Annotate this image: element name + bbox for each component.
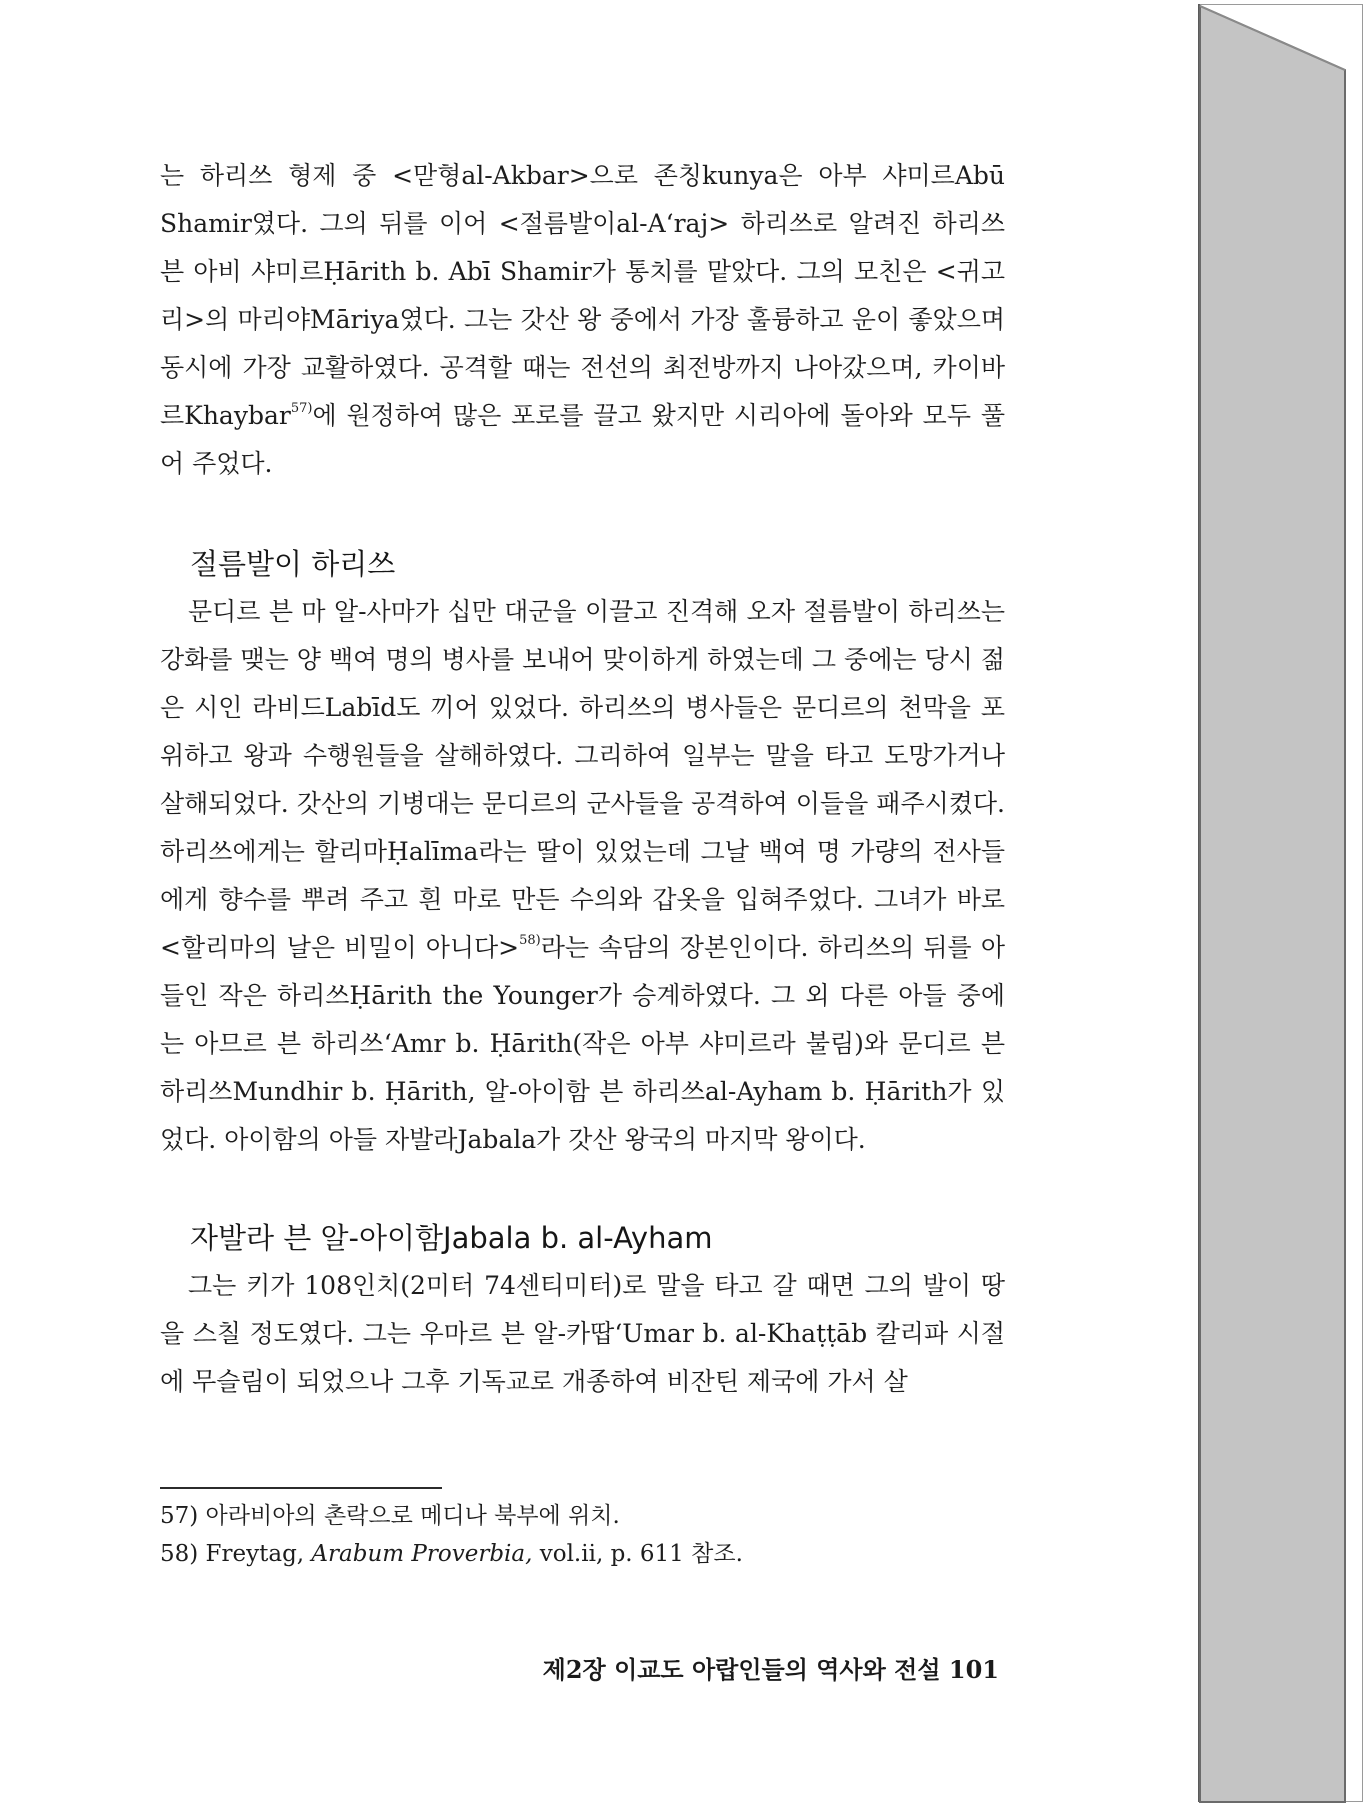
page-number: 101: [948, 1655, 999, 1684]
footnote-text: 58) Freytag,: [160, 1541, 312, 1567]
footnote-marker-58[interactable]: 58): [519, 932, 541, 948]
footnote-58: [160, 1535, 1005, 1573]
footnote-marker-57[interactable]: 57): [290, 400, 313, 416]
footnote-title: Arabum Proverbia,: [311, 1541, 533, 1567]
footnote-text: vol.ii, p. 611 참조.: [532, 1541, 743, 1567]
footnote-divider: [160, 1487, 442, 1489]
paragraph-continued: [160, 152, 1005, 488]
paragraph-text: 라는 속담의 장본인이다. 하리쓰의 뒤를 아들인 작은 하리쓰Ḥārith the Younger가 승계하였다. 그 외 다른 아들 중에는 아므르 븐 하리쓰‘Amr b. Ḥārith(작은 아부 샤미르라 불림)와 문디르 븐 하리쓰Mundhir b. Ḥārith, 알-아이함 븐 하리쓰al-Ayham b. Ḥārith가 있었다. 아이함의 아들 자발라Jabala가 갓산 왕국의 마지막 왕이다.: [160, 933, 1005, 1154]
footnotes: [160, 1497, 1005, 1573]
paragraph: [160, 588, 1005, 1164]
section-heading: 절름발이 하리쓰: [190, 547, 396, 581]
footnote-57: 57) 아라비아의 촌락으로 메디나 북부에 위치.: [160, 1503, 620, 1529]
paragraph-text: 문디르 븐 마 알-사마가 십만 대군을 이끌고 진격해 오자 절름발이 하리쓰는 강화를 맺는 양 백여 명의 병사를 보내어 맞이하게 하였는데 그 중에는 당시 젊은 시인 라비드Labīd도 끼어 있었다. 하리쓰의 병사들은 문디르의 천막을 포위하고 왕과 수행원들을 살해하였다. 그리하여 일부는 말을 타고 도망가거나 살해되었다. 갓산의 기병대는 문디르의 군사들을 공격하여 이들을 패주시켰다. 하리쓰에게는 할리마Ḥalīma라는 딸이 있었는데 그날 백여 명 가량의 전사들에게 향수를 뿌려 주고 흰 마로 만든 수의와 갑옷을 입혀주었다. 그녀가 바로 <할리마의 날은 비밀이 아니다>: [160, 597, 1005, 962]
paragraph-text: 는 하리쓰 형제 중 <맏형al-Akbar>으로 존칭kunya은 아부 샤미르Abū Shamir였다. 그의 뒤를 이어 <절름발이al-A‘raj> 하리쓰로 알려진 하리쓰 븐 아비 샤미르Ḥārith b. Abī Shamir가 통치를 맡았다. 그의 모친은 <귀고리>의 마리야Māriya였다. 그는 갓산 왕 중에서 가장 훌륭하고 운이 좋았으며 동시에 가장 교활하였다. 공격할 때는 전선의 최전방까지 나아갔으며, 카이바르Khaybar: [160, 161, 1005, 430]
paragraph-text: 에 원정하여 많은 포로를 끌고 왔지만 시리아에 돌아와 모두 풀어 주었다.: [160, 401, 1005, 478]
section-heading: 자발라 븐 알-아이함Jabala b. al-Ayham: [190, 1221, 713, 1255]
chapter-title: 제2장 이교도 아랍인들의 역사와 전설: [542, 1655, 941, 1684]
body-text: [160, 152, 1005, 1406]
paragraph: 그는 키가 108인치(2미터 74센티미터)로 말을 타고 갈 때면 그의 발이 땅을 스칠 정도였다. 그는 우마르 븐 알-카땁‘Umar b. al-Khaṭṭāb 칼리파 시절에 무슬림이 되었으나 그후 기독교로 개종하여 비잔틴 제국에 가서 살: [160, 1271, 1005, 1396]
running-footer: [519, 1652, 999, 1688]
